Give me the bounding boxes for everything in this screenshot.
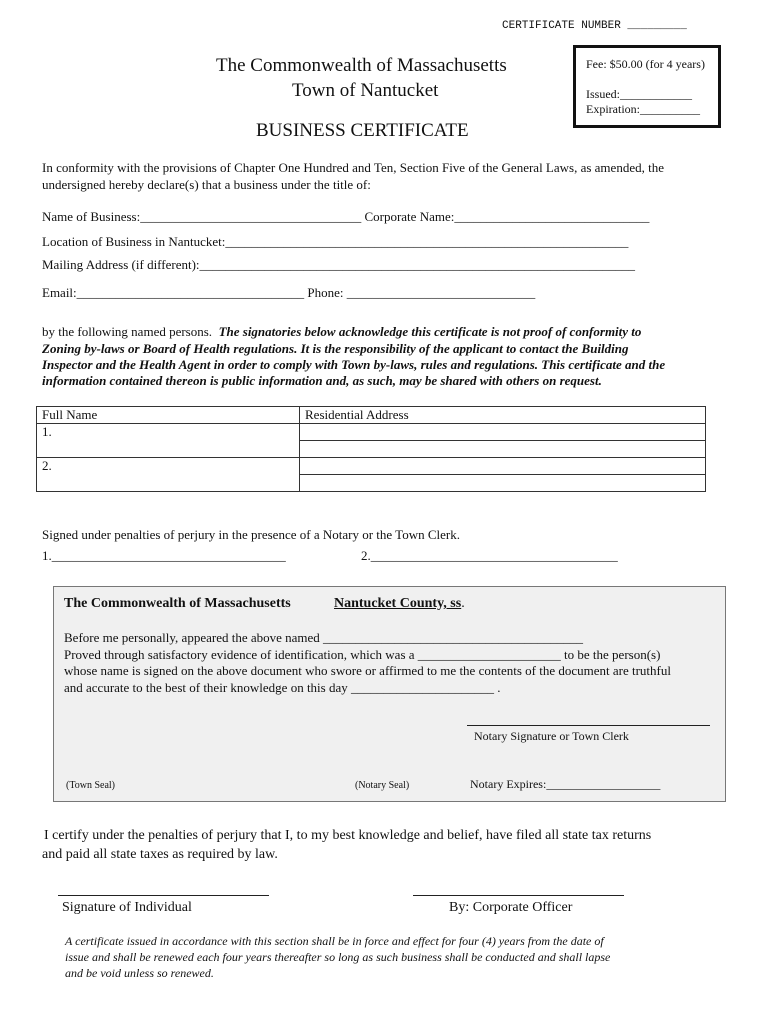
signature-line-2[interactable]: 2.______________________________________ [361,548,618,563]
notice-bold: The signatories below acknowledge this certificate is not proof of conformity to [218,324,642,339]
person-1-address-line-2[interactable] [300,441,706,458]
intro-line-2: undersigned hereby declare(s) that a business under the title of: [42,177,371,192]
certify-line-2: and paid all state taxes as required by law. [42,847,278,862]
notary-line-4[interactable]: and accurate to the best of their knowledge on this day ______________________ . [64,680,501,695]
expiration-field[interactable]: Expiration:__________ [586,102,700,116]
footer-line-3: and be void unless so renewed. [65,966,214,980]
email-phone-field[interactable]: Email:___________________________________ Phone: _____________________________ [42,285,536,300]
notary-signature-label: Notary Signature or Town Clerk [474,729,629,743]
notary-line-1[interactable]: Before me personally, appeared the above named ________________________________________ [64,630,584,645]
mailing-address-field[interactable]: Mailing Address (if different):___________________________________________________________________ [42,257,636,272]
row-1-label: 1. [42,424,52,439]
county-name: Nantucket County, ss [334,596,462,611]
certify-line-1: I certify under the penalties of perjury that I, to my best knowledge and belief, have filed all state tax returns [44,828,652,843]
notice-line-1 [42,324,712,340]
town-seal-label: (Town Seal) [66,780,116,791]
notary-box [53,586,726,802]
individual-signature-label: Signature of Individual [62,900,192,915]
town-heading: Town of Nantucket [292,80,439,101]
notice-line-4: information contained thereon is public information and, as such, may be shared with others on request. [42,373,602,388]
certificate-number: CERTIFICATE NUMBER _________ [502,20,687,32]
issued-field[interactable]: Issued:____________ [586,87,692,101]
commonwealth-heading: The Commonwealth of Massachusetts [216,55,507,76]
individual-signature-line[interactable] [58,895,269,896]
person-2-address-line-1[interactable] [300,458,706,475]
person-2-address-line-2[interactable] [300,475,706,492]
location-field[interactable]: Location of Business in Nantucket:______________________________________________________________ [42,234,629,249]
notary-seal-label: (Notary Seal) [355,780,410,791]
notary-county [334,596,465,612]
notice-line-3: Inspector and the Health Agent in order to comply with Town by-laws, rules and regulations. This certificate and the [42,357,666,372]
signature-line-1[interactable]: 1.____________________________________ [42,548,286,563]
intro-line-1: In conformity with the provisions of Chapter One Hundred and Ten, Section Five of the General Laws, as amended, the [42,160,664,175]
notary-signature-line[interactable] [467,725,710,726]
fee-box [573,45,721,128]
persons-table [36,406,706,492]
corporate-signature-label: By: Corporate Officer [449,900,573,915]
person-2-name-cell[interactable] [37,458,300,492]
notary-line-3: whose name is signed on the above document who swore or affirmed to me the contents of the document are truthful [64,663,671,678]
full-name-header: Full Name [37,407,300,424]
notice-line-2: Zoning by-laws or Board of Health regulations. It is the responsibility of the applicant to contact the Building [42,341,629,356]
footer-line-1: A certificate issued in accordance with this section shall be in force and effect for four (4) years from the date of [65,934,604,948]
corporate-signature-line[interactable] [413,895,624,896]
address-header: Residential Address [300,407,706,424]
county-period: . [461,596,465,611]
person-1-address-line-1[interactable] [300,424,706,441]
business-name-field[interactable]: Name of Business:__________________________________ Corporate Name:______________________________ [42,209,650,224]
fee-label: Fee: $50.00 (for 4 years) [586,57,705,71]
notary-line-2[interactable]: Proved through satisfactory evidence of identification, which was a ______________________ to be the person(s) [64,647,661,662]
person-1-name-cell[interactable] [37,424,300,458]
row-2-label: 2. [42,458,52,473]
notice-plain: by the following named persons. [42,324,213,339]
perjury-statement: Signed under penalties of perjury in the presence of a Notary or the Town Clerk. [42,527,460,542]
page-title: BUSINESS CERTIFICATE [256,120,469,141]
notary-commonwealth: The Commonwealth of Massachusetts [64,596,291,611]
notary-expires-field[interactable]: Notary Expires:___________________ [470,777,661,791]
footer-line-2: issue and shall be renewed each four years thereafter so long as such business shall be conducted and shall lapse [65,950,611,964]
